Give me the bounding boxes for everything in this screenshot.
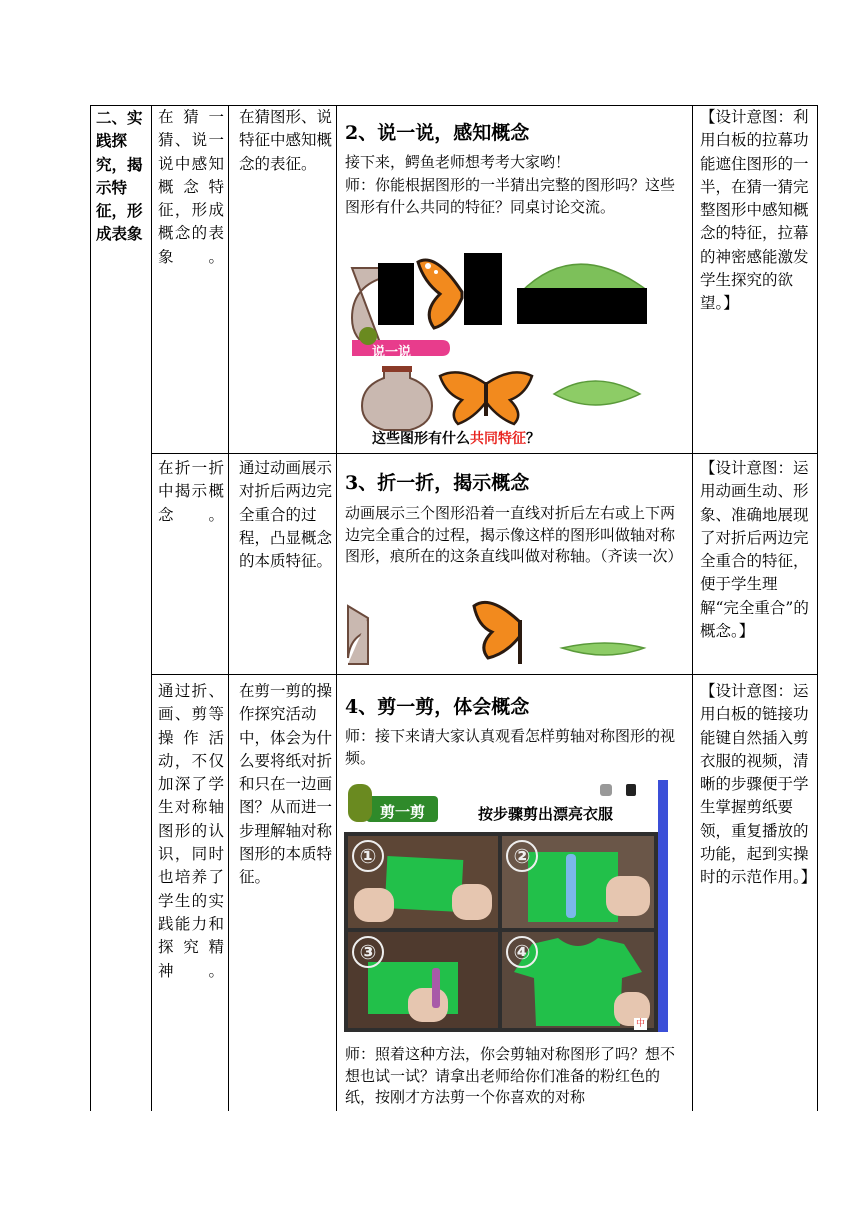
row-divider bbox=[151, 674, 818, 675]
section-heading: 2、说一说，感知概念 bbox=[345, 122, 530, 144]
table-border-left bbox=[90, 105, 91, 1111]
intent-text: 通过动画展示对折后两边完全重合的过程，凸显概念的本质特征。 bbox=[239, 459, 333, 571]
table-border-right bbox=[817, 105, 818, 1111]
speaker-icon[interactable] bbox=[626, 784, 636, 796]
hand bbox=[452, 884, 492, 920]
slide-caption-suffix: ？ bbox=[526, 431, 540, 447]
column-divider bbox=[692, 105, 693, 1111]
video-title: 按步骤剪出漂亮衣服 bbox=[478, 805, 614, 823]
row-divider bbox=[151, 453, 818, 454]
settings-icon[interactable] bbox=[600, 784, 612, 796]
slide-caption bbox=[372, 428, 540, 448]
column-divider bbox=[336, 105, 337, 1111]
activity-text: 在猜一猜、说一说中感知概念特征，形成概念的表象。 bbox=[158, 108, 224, 266]
cutting-video-player[interactable] bbox=[344, 780, 668, 1032]
column-divider bbox=[228, 105, 229, 1111]
paragraph: 接下来，鳄鱼老师想考考大家哟！ bbox=[345, 153, 571, 171]
guess-shapes-slide bbox=[344, 248, 650, 452]
step-number: ③ bbox=[352, 936, 384, 968]
glue-stick bbox=[566, 854, 576, 918]
video-label: 剪一剪 bbox=[380, 803, 426, 821]
intent-text: 在猜图形、说特征中感知概念的表征。 bbox=[239, 108, 333, 173]
paragraph: 师：接下来请大家认真观看怎样剪轴对称图形的视频。 bbox=[345, 727, 676, 767]
paragraph: 师：你能根据图形的一半猜出完整的图形吗？这些图形有什么共同的特征？同桌讨论交流。 bbox=[345, 176, 676, 216]
crocodile-icon bbox=[348, 784, 372, 822]
step-number: ② bbox=[506, 840, 538, 872]
scissors-icon bbox=[432, 968, 440, 1008]
hand bbox=[408, 988, 448, 1022]
fold-graphic bbox=[344, 598, 664, 668]
design-intent: 【设计意图：运用动画生动、形象、准确地展现了对折后两边完全重合的特征，便于学生理解“完全重合”的概念。】 bbox=[700, 459, 809, 641]
design-intent: 【设计意图：运用白板的链接功能键自然插入剪衣服的视频，清晰的步骤便于学生掌握剪纸要领，重复播放的功能，起到实操时的示范作用。】 bbox=[700, 682, 817, 887]
intent-text: 在剪一剪的操作探究活动中，体会为什么要将纸对折和只在一边画图？从而进一步理解轴对称图形的本质特征。 bbox=[239, 682, 333, 887]
step-number: ① bbox=[352, 840, 384, 872]
paragraph: 师：照着这种方法，你会剪轴对称图形了吗？想不想也试一试？请拿出老师给你们准备的粉红色的纸，按刚才方法剪一个你喜欢的对称 bbox=[345, 1045, 676, 1106]
stage-label: 二、实践探究，揭示特征，形成表象 bbox=[96, 108, 143, 244]
section-heading: 3、折一折，揭示概念 bbox=[345, 472, 530, 494]
corner-watermark: 中 bbox=[636, 1019, 646, 1029]
video-scrollbar[interactable] bbox=[658, 780, 668, 1032]
column-divider bbox=[151, 105, 152, 1111]
activity-text: 在折一折中揭示概念。 bbox=[158, 459, 224, 524]
design-intent: 【设计意图：利用白板的拉幕功能遮住图形的一半，在猜一猜完整图形中感知概念的特征，拉幕的神密感能激发学生探究的欲望。】 bbox=[700, 108, 809, 313]
slide-label-say: 说一说 bbox=[372, 345, 412, 360]
paragraph: 动画展示三个图形沿着一直线对折后左右或上下两边完全重合的过程，揭示像这样的图形叫做轴对称图形，痕所在的这条直线叫做对称轴。（齐读一次） bbox=[345, 504, 683, 565]
fold-animation-frame bbox=[344, 598, 664, 668]
section-heading: 4、剪一剪，体会概念 bbox=[345, 696, 530, 718]
slide-caption-highlight: 共同特征 bbox=[470, 431, 526, 447]
hand bbox=[606, 876, 650, 916]
step-number: ④ bbox=[506, 936, 538, 968]
hand bbox=[354, 888, 394, 922]
slide-caption-prefix: 这些图形有什么 bbox=[372, 431, 470, 447]
activity-text: 通过折、画、剪等操作活动，不仅加深了学生对称轴图形的认识，同时也培养了学生的实践能力和探究精神。 bbox=[158, 682, 224, 980]
